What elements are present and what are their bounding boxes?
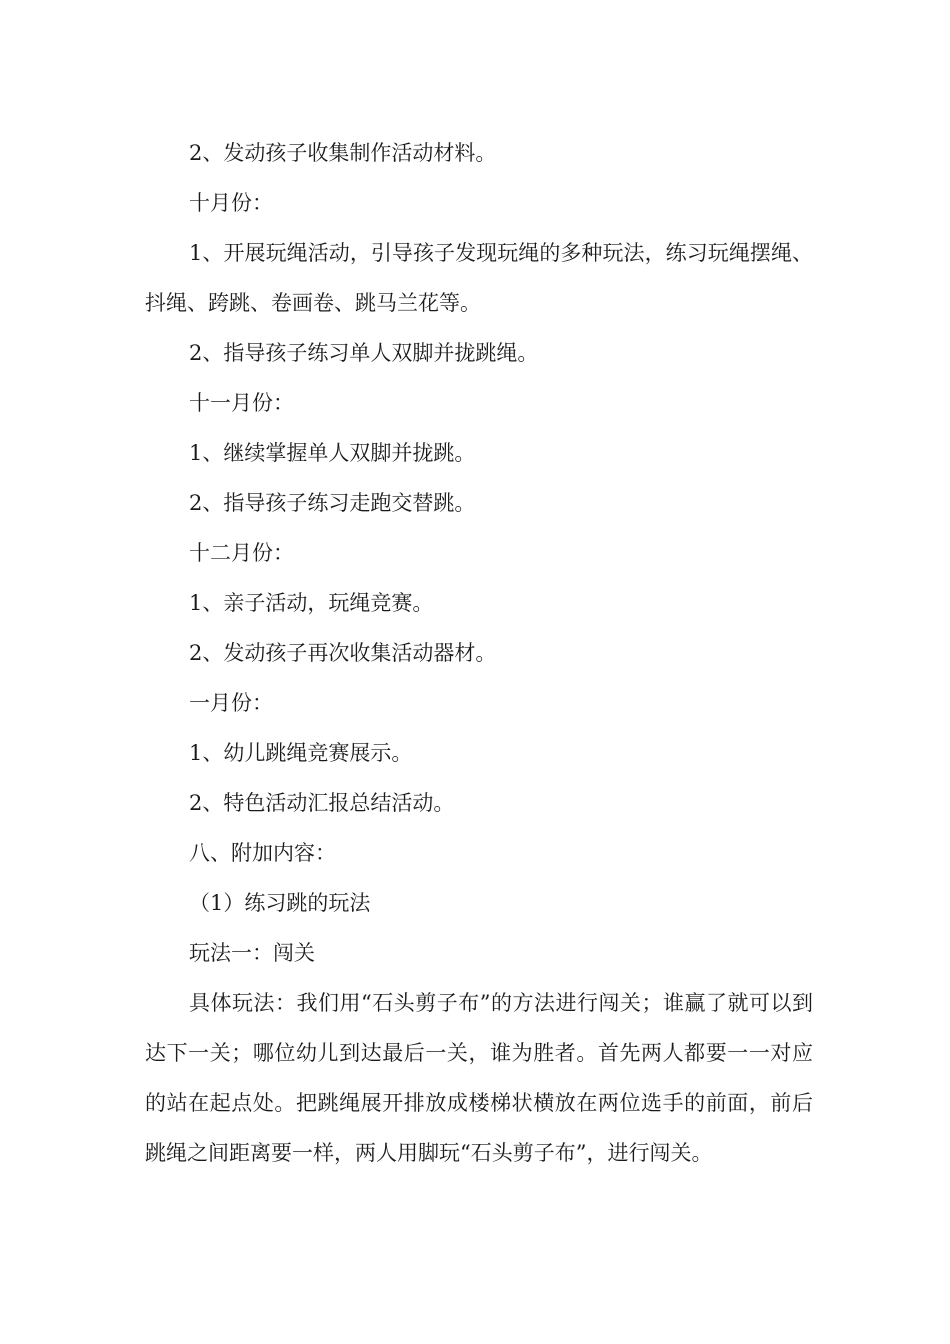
section-heading-january: 一月份： — [189, 691, 273, 715]
paragraph: 2、发动孩子收集制作活动材料。 — [189, 141, 497, 165]
paragraph: 2、指导孩子练习单人双脚并拢跳绳。 — [189, 341, 539, 365]
paragraph: 1、开展玩绳活动，引导孩子发现玩绳的多种玩法，练习玩绳摆绳、抖绳、跨跳、卷画卷、跳马兰花等。 — [145, 241, 813, 315]
paragraph: 1、继续掌握单人双脚并拢跳。 — [189, 441, 476, 465]
game-title: 玩法一：闯关 — [189, 941, 315, 965]
subsection-heading: （1）练习跳的玩法 — [189, 891, 371, 915]
paragraph: 2、特色活动汇报总结活动。 — [189, 791, 455, 815]
section-heading-november: 十一月份： — [189, 391, 294, 415]
section-heading-appendix: 八、附加内容： — [189, 841, 336, 865]
document-body — [145, 128, 813, 1178]
paragraph: 2、发动孩子再次收集活动器材。 — [189, 641, 497, 665]
section-heading-october: 十月份： — [189, 191, 273, 215]
paragraph: 1、幼儿跳绳竞赛展示。 — [189, 741, 413, 765]
paragraph: 1、亲子活动，玩绳竞赛。 — [189, 591, 434, 615]
paragraph: 具体玩法：我们用“石头剪子布”的方法进行闯关；谁赢了就可以到达下一关；哪位幼儿到达最后一关，谁为胜者。首先两人都要一一对应的站在起点处。把跳绳展开排放成楼梯状横放在两位选手的前面，前后跳绳之间距离要一样，两人用脚玩“石头剪子布”，进行闯关。 — [145, 991, 813, 1165]
section-heading-december: 十二月份： — [189, 541, 294, 565]
paragraph: 2、指导孩子练习走跑交替跳。 — [189, 491, 476, 515]
